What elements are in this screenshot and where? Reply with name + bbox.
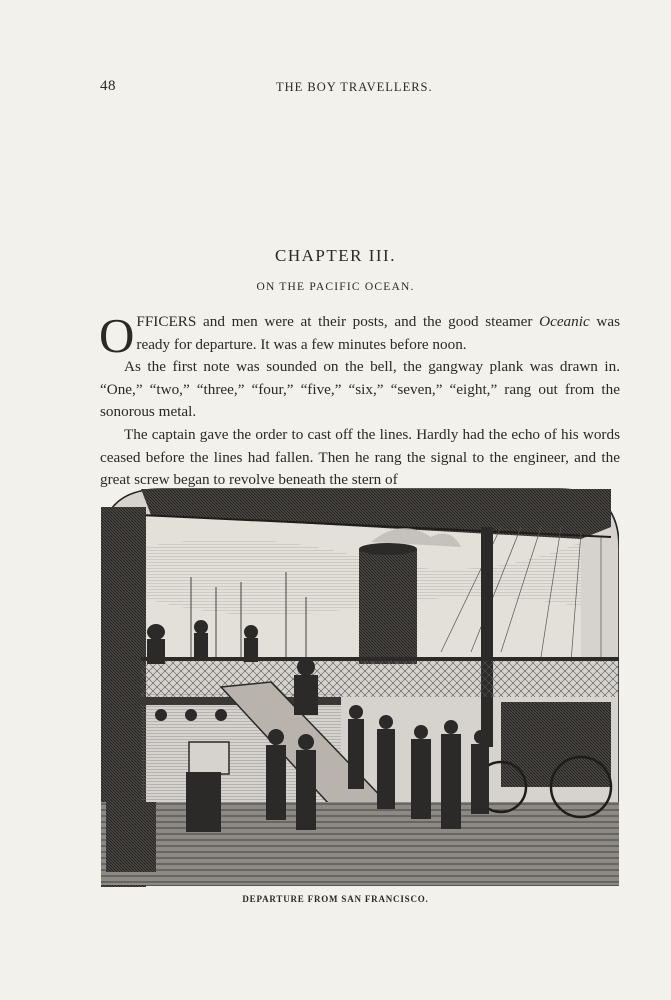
paragraph-1 bbox=[99, 308, 621, 363]
illustration-caption: DEPARTURE FROM SAN FRANCISCO. bbox=[242, 894, 429, 904]
paragraph-2: As the first note was sounded on the bell, the gangway plank was drawn in. “One,” “two,” “three,” “four,” “five,” “six,” “seven,” “eight,” rang out from the sonorous metal. bbox=[100, 358, 620, 421]
body-text bbox=[99, 308, 621, 492]
paragraph-3: The captain gave the order to cast off the lines. Hardly had the echo of his words ceased before the lines had fallen. Then he rang the signal to the engineer, and the great screw began to revolve beneath the stern of bbox=[100, 425, 620, 489]
engraving-illustration bbox=[101, 487, 619, 887]
chapter-title: CHAPTER III. bbox=[275, 246, 396, 265]
chapter-subtitle: ON THE PACIFIC OCEAN. bbox=[256, 281, 415, 293]
running-head: THE BOY TRAVELLERS. bbox=[276, 80, 433, 94]
paragraph-1-text: FFICERS and men were at their posts, and the good steamer bbox=[136, 313, 540, 330]
page-number: 48 bbox=[100, 78, 116, 94]
ship-name: Oceanic bbox=[539, 313, 590, 330]
paragraph-1-end: was ready for departure. It was a few minutes before noon. bbox=[136, 313, 621, 353]
drop-cap: O bbox=[99, 308, 135, 363]
